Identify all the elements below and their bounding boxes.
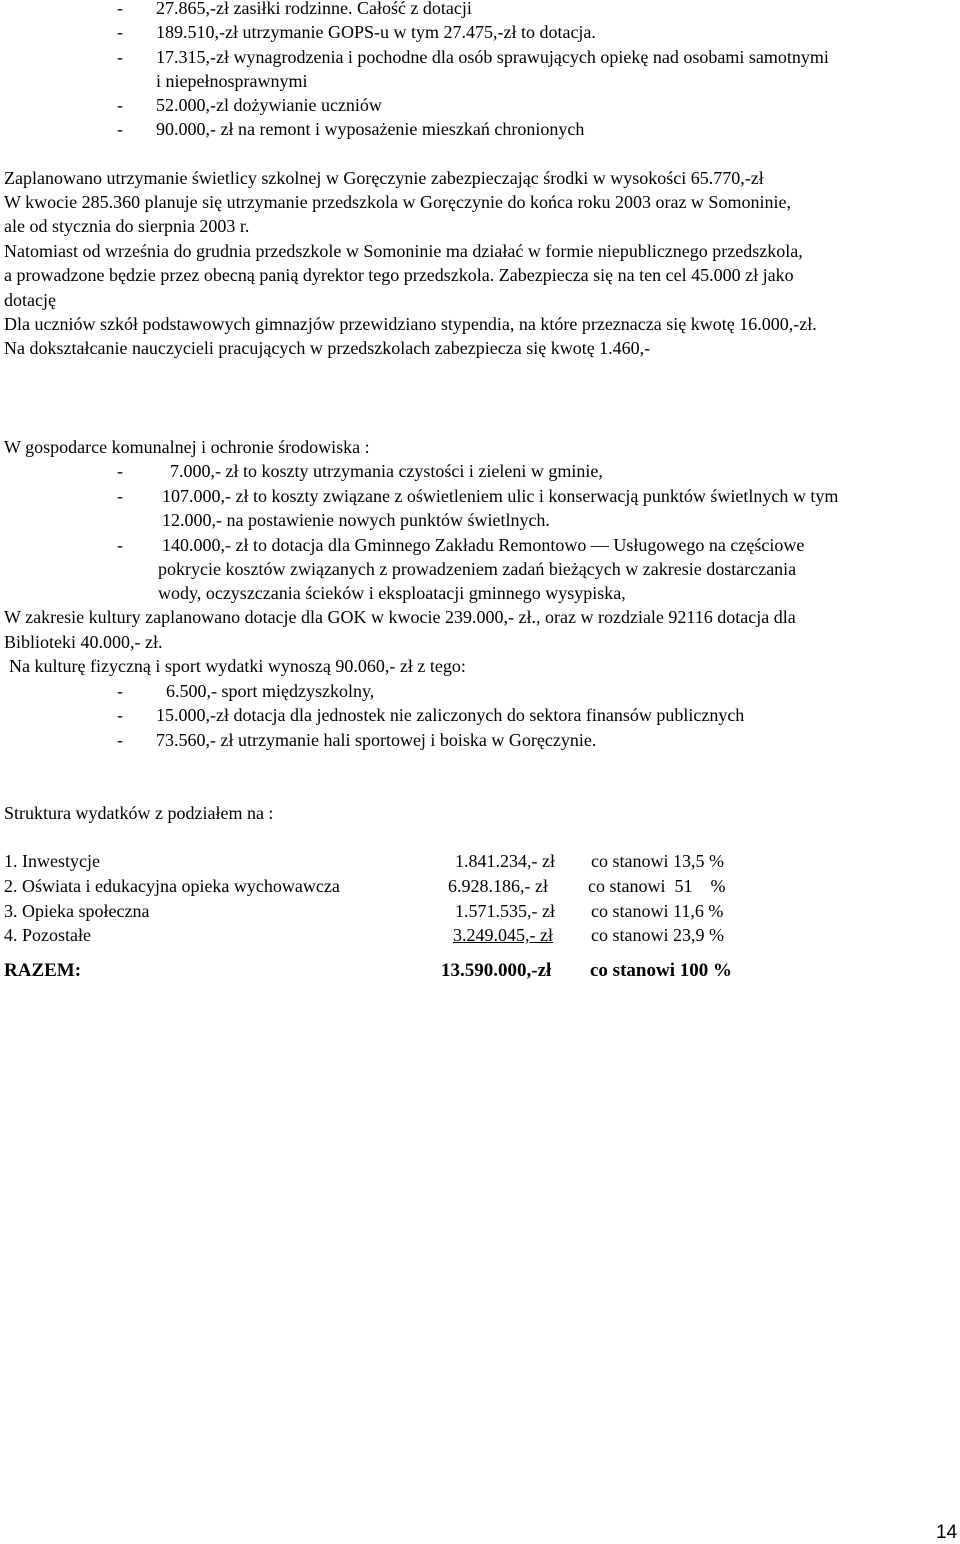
list-dash: - [117, 535, 123, 555]
table-row-label: 4. Pozostałe [4, 925, 91, 945]
list-item-text: 189.510,-zł utrzymanie GOPS-u w tym 27.475,-zł to dotacja. [156, 22, 596, 42]
list-item [117, 46, 956, 68]
list-item-continuation: wody, oczyszczania ścieków i eksploatacji gminnego wysypiska, [158, 583, 626, 603]
list-item [117, 94, 576, 116]
list-item [117, 704, 744, 726]
paragraph-line: Biblioteki 40.000,- zł. [4, 632, 163, 652]
list-item [117, 485, 838, 507]
list-item [117, 118, 716, 140]
paragraph-line: Natomiast od września do grudnia przedszkole w Somoninie ma działać w formie niepublicznego przedszkola, [4, 241, 803, 261]
list-item-text: 15.000,-zł dotacja dla jednostek nie zaliczonych do sektora finansów publicznych [156, 705, 745, 725]
list-item [117, 0, 716, 19]
table-row-label: 1. Inwestycje [4, 851, 100, 871]
paragraph-line: W kwocie 285.360 planuje się utrzymanie przedszkola w Goręczynie do końca roku 2003 oraz w Somoninie, [4, 192, 791, 212]
list-dash: - [117, 0, 123, 18]
list-item-text: 52.000,-zl dożywianie uczniów [156, 95, 382, 115]
table-total-amount: 13.590.000,-zł [441, 960, 552, 981]
list-dash: - [117, 22, 123, 42]
table-row-amount: 6.928.186,- zł [448, 876, 548, 896]
table-row-share: co stanowi 23,9 % [591, 925, 724, 945]
list-item-text: 27.865,-zł zasiłki rodzinne. Całość z dotacji [156, 0, 472, 18]
paragraph-line: W zakresie kultury zaplanowano dotacje dla GOK w kwocie 239.000,- zł., oraz w rozdziale 92116 dotacja dla [4, 607, 796, 627]
list-dash: - [117, 47, 123, 67]
list-item [117, 729, 596, 751]
list-item-text: 90.000,- zł na remont i wyposażenie mieszkań chronionych [156, 119, 585, 139]
list-item [117, 680, 374, 702]
table-row-share: co stanowi 13,5 % [591, 851, 724, 871]
table-row-share: co stanowi 51 % [588, 876, 726, 896]
paragraph-line: Na dokształcanie nauczycieli pracujących w przedszkolach zabezpiecza się kwotę 1.460,- [4, 338, 651, 358]
section-heading: Struktura wydatków z podziałem na : [4, 803, 274, 823]
list-dash: - [117, 119, 123, 139]
table-row-share: co stanowi 11,6 % [591, 901, 724, 921]
list-item-text: 6.500,- sport międzyszkolny, [166, 681, 375, 701]
list-item-continuation: i niepełnosprawnymi [156, 71, 308, 91]
list-item-text: 140.000,- zł to dotacja dla Gminnego Zakładu Remontowo — Usługowego na częściowe [162, 535, 805, 555]
list-dash: - [117, 461, 123, 481]
list-item [117, 460, 603, 482]
table-row-label: 3. Opieka społeczna [4, 901, 150, 921]
table-row-amount: 1.841.234,- zł [455, 851, 555, 871]
paragraph-line: Dla uczniów szkół podstawowych gimnazjów przewidziano stypendia, na które przeznacza się kwotę 16.000,-zł. [4, 314, 817, 334]
list-dash: - [117, 95, 123, 115]
list-item-continuation: 12.000,- na postawienie nowych punktów świetlnych. [162, 510, 550, 530]
table-row-amount: 1.571.535,- zł [455, 901, 555, 921]
list-dash: - [117, 681, 123, 701]
paragraph-line: dotację [4, 290, 56, 310]
list-item-continuation: pokrycie kosztów związanych z prowadzeniem zadań bieżących w zakresie dostarczania [158, 559, 797, 579]
list-dash: - [117, 486, 123, 506]
list-item [117, 21, 716, 43]
paragraph-line: Zaplanowano utrzymanie świetlicy szkolnej w Goręczynie zabezpieczając środki w wysokości 65.770,-zł [4, 168, 764, 188]
section-heading: W gospodarce komunalnej i ochronie środowiska : [4, 437, 370, 457]
list-dash: - [117, 730, 123, 750]
list-item-text: 107.000,- zł to koszty związane z oświetleniem ulic i konserwacją punktów świetlnych w tym [162, 486, 839, 506]
table-row-amount: 3.249.045,- zł [453, 925, 553, 945]
list-item [117, 534, 804, 556]
table-total-share: co stanowi 100 % [590, 960, 732, 981]
page-number: 14 [936, 1522, 958, 1543]
list-dash: - [117, 705, 123, 725]
list-item-text: 17.315,-zł wynagrodzenia i pochodne dla osób sprawujących opiekę nad osobami samotnymi [156, 47, 829, 67]
list-item-text: 73.560,- zł utrzymanie hali sportowej i boiska w Goręczynie. [156, 730, 597, 750]
list-item-text: 7.000,- zł to koszty utrzymania czystości i zieleni w gminie, [170, 461, 603, 481]
paragraph-line: ale od stycznia do sierpnia 2003 r. [4, 216, 250, 236]
table-row-label: 2. Oświata i edukacyjna opieka wychowawcza [4, 876, 340, 896]
table-total-label: RAZEM: [4, 960, 82, 981]
paragraph-line: a prowadzone będzie przez obecną panią dyrektor tego przedszkola. Zabezpiecza się na ten cel 45.000 zł jako [4, 265, 794, 285]
section-heading: Na kulturę fizyczną i sport wydatki wynoszą 90.060,- zł z tego: [9, 656, 466, 676]
